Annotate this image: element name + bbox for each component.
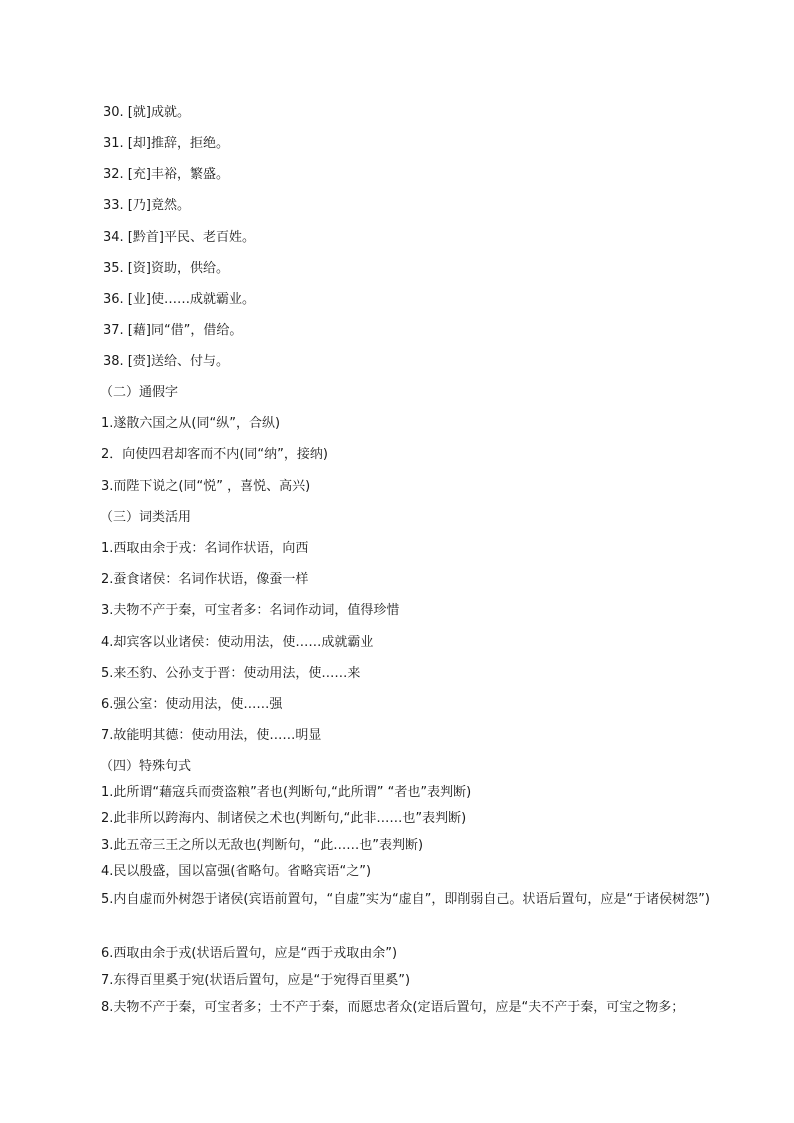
list-item: 4.民以殷盛，国以富强(省略句。省略宾语“之”): [101, 864, 372, 879]
list-item: 1.此所谓“藉寇兵而赍盗粮”者也(判断句,“此所谓” “者也”表判断): [101, 785, 472, 800]
vocab-item-33: 33. [乃]竟然。: [103, 198, 190, 213]
list-item: 5.内自虚而外树怨于诸侯(宾语前置句，“自虚”实为“虚自”，即削弱自己。状语后置句，应是“于诸侯树怨”): [101, 892, 710, 907]
vocab-item-36: 36. [业]使……成就霸业。: [103, 292, 255, 307]
section-heading-cilei: （三）词类活用: [100, 510, 192, 525]
list-item: 3.而陛下说之(同“悦” ，喜悦、高兴): [101, 479, 311, 494]
vocab-item-35: 35. [资]资助，供给。: [103, 261, 229, 276]
section-heading-teshu: （四）特殊句式: [100, 759, 192, 774]
vocab-item-34: 34. [黔首]平民、老百姓。: [103, 230, 255, 245]
list-item: 6.强公室：使动用法，使……强: [101, 697, 283, 712]
list-item: 2.此非所以跨海内、制诸侯之术也(判断句,“此非……也”表判断): [101, 811, 467, 826]
list-item: 7.东得百里奚于宛(状语后置句，应是“于宛得百里奚”): [101, 973, 411, 988]
list-item: 1.西取由余于戎：名词作状语，向西: [101, 541, 309, 556]
vocab-item-37: 37. [藉]同“借”，借给。: [103, 323, 243, 338]
list-item: 2.蚕食诸侯：名词作状语，像蚕一样: [101, 572, 309, 587]
list-item: 4.却宾客以业诸侯：使动用法，使……成就霸业: [101, 635, 374, 650]
list-item: 7.故能明其德：使动用法，使……明显: [101, 728, 322, 743]
vocab-item-30: 30. [就]成就。: [103, 105, 190, 120]
list-item: 5.来丕豹、公孙支于晋：使动用法，使……来: [101, 666, 361, 681]
list-item: 6.西取由余于戎(状语后置句，应是“西于戎取由余”): [101, 946, 398, 961]
vocab-item-32: 32. [充]丰裕，繁盛。: [103, 167, 229, 182]
list-item: 3.夫物不产于秦，可宝者多：名词作动词，值得珍惜: [101, 603, 400, 618]
list-item: 1.遂散六国之从(同“纵”，合纵): [101, 416, 281, 431]
list-item: 3.此五帝三王之所以无敌也(判断句，“此……也”表判断): [101, 838, 424, 853]
vocab-item-31: 31. [却]推辞，拒绝。: [103, 136, 229, 151]
section-heading-tongjiazi: （二）通假字: [100, 385, 179, 400]
list-item: 8.夫物不产于秦，可宝者多；士不产于秦，而愿忠者众(定语后置句，应是“夫不产于秦，可宝之物多；: [101, 1000, 685, 1015]
vocab-item-38: 38. [赍]送给、付与。: [103, 354, 229, 369]
list-item: 2．向使四君却客而不内(同“纳”，接纳): [101, 447, 328, 462]
